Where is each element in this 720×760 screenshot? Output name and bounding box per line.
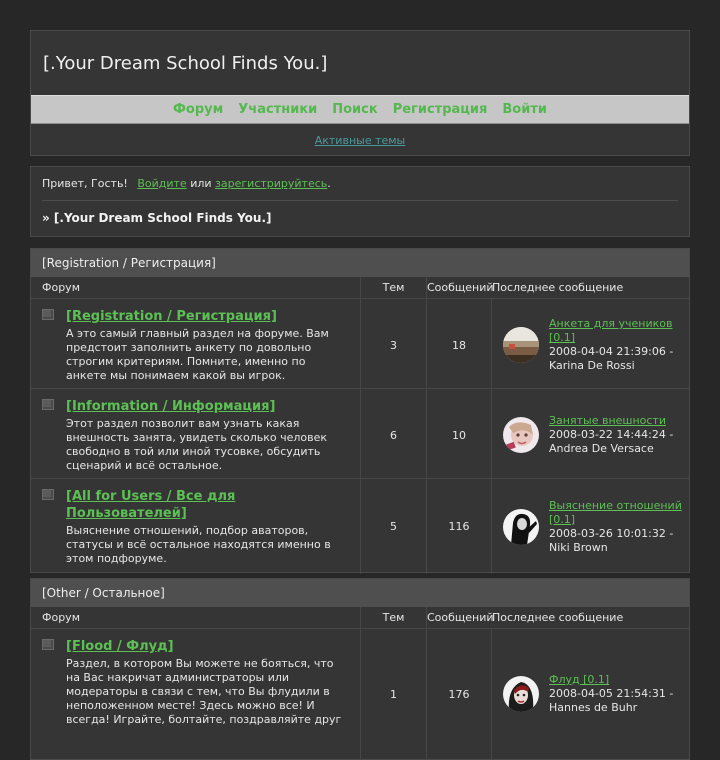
last-post-date: 2008-03-26 10:01:32 - <box>549 526 674 540</box>
forum-description: А это самый главный раздел на форуме. Вам предстоит заполнить анкету по довольно строгим критериям. Помните, именно по анкете мы понимаем какой вы игрок. <box>66 327 329 382</box>
last-post-date: 2008-03-22 14:44:24 - <box>549 428 674 441</box>
welcome-panel <box>30 166 690 237</box>
login-link[interactable]: Войдите <box>137 177 187 190</box>
breadcrumb[interactable]: » [.Your Dream School Finds You.] <box>42 211 272 225</box>
nav-register[interactable]: Регистрация <box>392 102 488 117</box>
forum-title-link[interactable]: [Information / Информация] <box>66 399 276 414</box>
register-link[interactable]: зарегистрируйтесь <box>215 177 328 190</box>
forum-info <box>31 479 361 574</box>
forum-row <box>31 299 689 389</box>
topics-count: 3 <box>361 299 427 391</box>
or-text: или <box>190 177 212 190</box>
period-text: . <box>327 177 331 190</box>
posts-count: 176 <box>427 629 492 759</box>
user-avatar[interactable] <box>503 509 539 545</box>
category-registration <box>30 248 690 573</box>
forum-row <box>31 479 689 572</box>
last-topic-link[interactable]: Флуд [0.1] <box>549 673 610 686</box>
last-post-info <box>549 499 689 555</box>
last-post-date: 2008-04-05 21:54:31 - <box>549 687 674 700</box>
forum-status-icon <box>42 399 54 410</box>
welcome-divider <box>42 200 678 201</box>
page-wrapper <box>30 30 690 760</box>
user-avatar[interactable] <box>503 417 539 453</box>
last-post-info <box>549 414 673 456</box>
posts-count: 18 <box>427 299 492 391</box>
col-posts: Сообщений <box>427 281 494 294</box>
nav-search[interactable]: Поиск <box>332 102 378 117</box>
site-title[interactable]: [.Your Dream School Finds You.] <box>43 53 328 74</box>
posts-count: 10 <box>427 389 492 481</box>
user-avatar[interactable] <box>503 676 539 712</box>
forum-info <box>31 299 361 391</box>
posts-count: 116 <box>427 479 492 574</box>
user-avatar[interactable] <box>503 327 539 363</box>
last-post <box>492 629 689 759</box>
last-post <box>492 389 689 481</box>
forum-description: Этот раздел позволит вам узнать какая внешность занята, увидеть сколько человек свободно в той или иной тусовке, обсудить сценарий и всё остальное. <box>66 417 328 472</box>
main-navbar <box>31 95 689 124</box>
last-topic-link[interactable]: Анкета для учеников [0.1] <box>549 317 673 344</box>
col-posts: Сообщений <box>427 611 494 624</box>
forum-row <box>31 629 689 759</box>
last-post-info <box>549 317 689 373</box>
category-title[interactable]: [Registration / Регистрация] <box>31 249 689 277</box>
forum-status-icon <box>42 489 54 500</box>
forum-info <box>31 629 361 759</box>
forum-title-link[interactable]: [Registration / Регистрация] <box>66 309 277 324</box>
forum-description: Выяснение отношений, подбор аваторов, статусы и всё остальное находятся именно в этом подфоруме. <box>66 524 331 565</box>
column-headers <box>31 277 689 299</box>
forum-info <box>31 389 361 481</box>
forum-row <box>31 389 689 479</box>
col-topics: Тем <box>361 277 427 299</box>
last-post-user: Hannes de Buhr <box>549 701 638 714</box>
last-post <box>492 479 689 574</box>
category-other <box>30 578 690 760</box>
last-topic-link[interactable]: Выяснение отношений [0.1] <box>549 498 682 526</box>
last-post-info <box>549 673 673 715</box>
greeting-text: Привет, Гость! <box>42 177 128 190</box>
nav-login[interactable]: Войти <box>502 102 547 117</box>
forum-status-icon <box>42 639 54 650</box>
sub-navbar <box>31 125 689 156</box>
forum-title-link[interactable]: [Flood / Флуд] <box>66 639 174 654</box>
last-post-user: Karina De Rossi <box>549 359 635 372</box>
category-title[interactable]: [Other / Остальное] <box>31 579 689 607</box>
forum-status-icon <box>42 309 54 320</box>
topics-count: 1 <box>361 629 427 759</box>
nav-members[interactable]: Участники <box>238 102 318 117</box>
col-last-post: Последнее сообщение <box>492 281 624 294</box>
nav-forum[interactable]: Форум <box>173 102 224 117</box>
last-post-user: Niki Brown <box>549 540 608 554</box>
column-headers <box>31 607 689 629</box>
last-post-date: 2008-04-04 21:39:06 - <box>549 345 674 358</box>
col-forum: Форум <box>31 607 361 629</box>
greeting-line <box>42 177 331 190</box>
site-header <box>30 30 690 156</box>
topics-count: 5 <box>361 479 427 574</box>
last-post-user: Andrea De Versace <box>549 442 654 455</box>
forum-description: Раздел, в котором Вы можете не бояться, что на Вас накричат администраторы или модераторы в связи с тем, что Вы флудили в неположенном месте! Здесь можно все! И всегда! Играйте, болтайте, поздравляйте друг <box>66 657 342 726</box>
topics-count: 6 <box>361 389 427 481</box>
last-topic-link[interactable]: Занятые внешности <box>549 414 666 427</box>
forum-title-link[interactable]: [All for Users / Все для Пользователей] <box>66 489 236 521</box>
active-topics-link[interactable]: Активные темы <box>314 134 406 147</box>
col-topics: Тем <box>361 607 427 629</box>
col-forum: Форум <box>31 277 361 299</box>
last-post <box>492 299 689 391</box>
col-last-post: Последнее сообщение <box>492 611 624 624</box>
